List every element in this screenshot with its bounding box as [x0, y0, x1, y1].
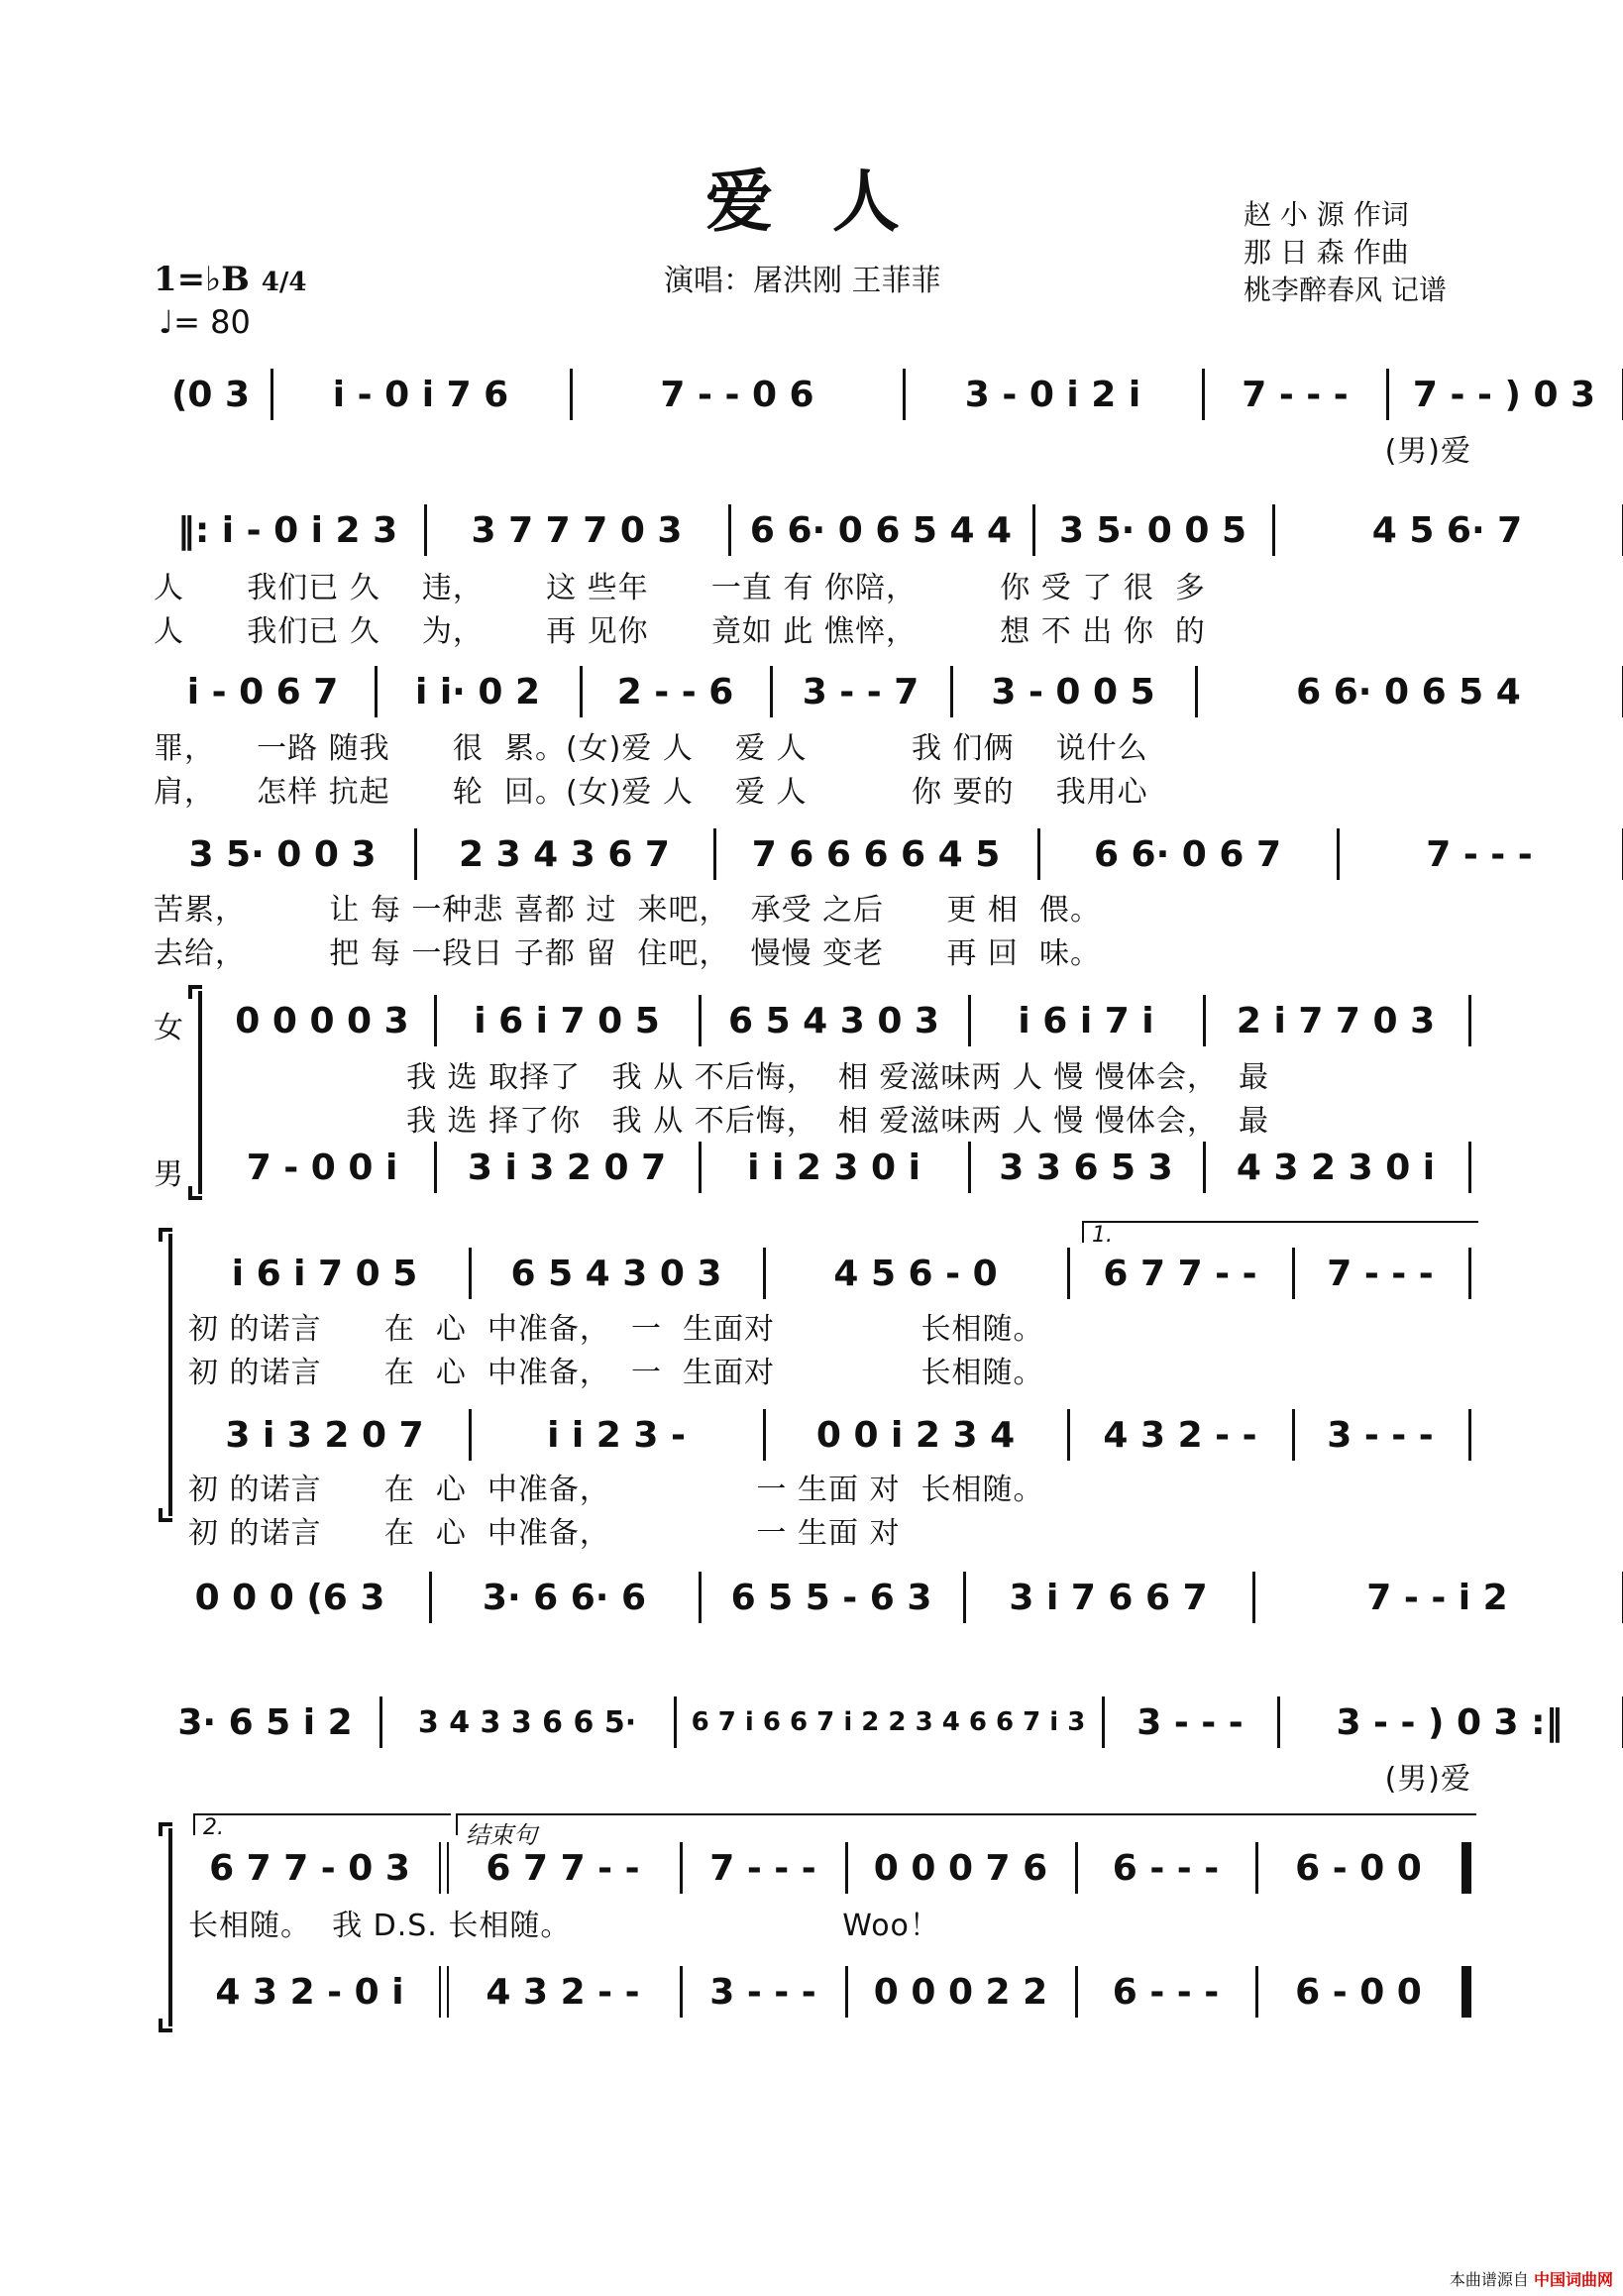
lyric-line: 初 的诺言 在 心 中准备， 一 生面对 长相随。: [188, 1356, 1044, 1390]
measure: i i 2 3 0 i: [747, 1147, 920, 1188]
lyric-line: 去给， 把 每 一段日 子都 留 住吧， 慢慢 变老 再 回 味。: [154, 936, 1101, 971]
voice-label-female: 女: [154, 1011, 183, 1045]
lyric-line: 苦累， 让 每 一种悲 喜都 过 来吧， 承受 之后 更 相 偎。: [154, 893, 1101, 928]
measure: i - 0 i 7 6: [332, 374, 509, 415]
measure: 3· 6 5 i 2: [177, 1701, 353, 1743]
measure: 6 5 5 - 6 3: [730, 1577, 932, 1618]
measure: 4 5 6· 7: [1371, 509, 1523, 551]
measure: 0 0 0 2 2: [873, 1971, 1048, 2013]
measure: 6 6· 0 6 7: [1093, 833, 1282, 875]
score-line: [154, 500, 1523, 560]
lyric-line: 肩， 怎样 抗起 轮 回。(女)爱 人 爱 人 你 要的 我用心: [154, 775, 1148, 810]
measure: 6 7 7 - 0 3: [209, 1847, 410, 1889]
lyric-line: 初 的诺言 在 心 中准备， 一 生面 对 长相随。: [188, 1473, 1044, 1507]
measure: ‖: i - 0 i 2 3: [176, 509, 398, 551]
measure: 4 5 6 - 0: [833, 1253, 998, 1294]
measure: i - 0 6 7: [186, 671, 339, 712]
score-line-female: [213, 991, 1471, 1050]
measure: 3 i 7 6 6 7: [1009, 1577, 1208, 1618]
measure: 3 - 0 0 5: [991, 671, 1155, 712]
measure: 3 3 6 5 3: [999, 1147, 1173, 1188]
measure: 7 - - ) 0 3: [1412, 374, 1596, 415]
score-line: [154, 824, 1533, 884]
measure: 6 - 0 0: [1295, 1847, 1422, 1889]
lyric-line: 罪， 一路 随我 很 累。(女)爱 人 爱 人 我 们俩 说什么: [154, 731, 1148, 766]
score-line: [154, 1693, 1564, 1752]
lyricist: 赵 小 源 作词: [1244, 198, 1409, 231]
score-line: [183, 1838, 1471, 1898]
measure: 6 - - -: [1112, 1847, 1220, 1889]
measure: 7 6 6 6 6 4 5: [751, 833, 1001, 875]
transcriber: 桃李醉春风 记谱: [1244, 273, 1447, 306]
score-line: [154, 365, 1596, 424]
credits-block: [1244, 196, 1447, 309]
score-line: [183, 1962, 1471, 2022]
measure: 4 3 2 - -: [486, 1971, 640, 2013]
measure: 6 5 4 3 0 3: [510, 1253, 722, 1294]
voice-label-male: 男: [154, 1157, 183, 1192]
measure: 6 7 7 - -: [1103, 1253, 1257, 1294]
composer: 那 日 森 作曲: [1244, 236, 1409, 269]
lyric-line: 人 我们已 久 违， 这 些年 一直 有 你陪， 你 受 了 很 多: [154, 571, 1206, 605]
tempo-mark: ♩= 80: [159, 303, 251, 341]
score-line-male: [213, 1138, 1471, 1197]
measure: 6 5 4 3 0 3: [728, 1000, 939, 1041]
measure: 6 6· 0 6 5 4 4: [749, 509, 1013, 551]
measure: i 6 i 7 0 5: [231, 1253, 418, 1294]
score-line: [154, 1568, 1508, 1627]
measure: 3 - - -: [1136, 1701, 1244, 1743]
lyric-line: 长相随。 我 D.S. 长相随。 Woo！: [188, 1909, 940, 1943]
system-brace: [198, 991, 202, 1194]
score-line: [183, 1244, 1471, 1303]
lyric-line: (男)爱: [1384, 434, 1471, 469]
measure: 7 - - -: [1327, 1253, 1434, 1294]
measure: 2 - - 6: [616, 671, 734, 712]
measure: 3 - 0 i 2 i: [964, 374, 1141, 415]
source-brand-link[interactable]: 中国词曲网: [1533, 2270, 1613, 2289]
measure: 0 0 0 (6 3: [194, 1577, 385, 1618]
key-time-signature: [154, 260, 306, 299]
measure: 0 0 0 0 3: [235, 1000, 409, 1041]
measure: 7 - - -: [1426, 833, 1533, 875]
measure: 3 - - ) 0 3 :‖: [1336, 1701, 1564, 1743]
measure: 3 - - -: [709, 1971, 816, 2013]
measure: i 6 i 7 0 5: [474, 1000, 660, 1041]
ending-bracket: 结束句: [456, 1813, 1476, 1835]
measure: 3 7 7 7 0 3: [471, 509, 683, 551]
lyric-line: (男)爱: [1384, 1762, 1471, 1797]
score-line: [183, 1405, 1471, 1465]
measure: 0 0 0 7 6: [873, 1847, 1048, 1889]
source-footer: [1450, 2267, 1613, 2290]
lyric-line: 我 选 择了你 我 从 不后悔， 相 爱滋味两 人 慢 慢体会， 最: [406, 1104, 1270, 1139]
measure: 3 i 3 2 0 7: [467, 1147, 667, 1188]
measure: 2 3 4 3 6 7: [459, 833, 670, 875]
lyric-line: 初 的诺言 在 心 中准备， 一 生面 对: [188, 1516, 901, 1551]
measure: 4 3 2 - -: [1103, 1414, 1257, 1456]
measure: 7 - - 0 6: [660, 374, 814, 415]
volta-bracket-2: 2.: [193, 1813, 451, 1835]
lyric-line: 初 的诺言 在 心 中准备， 一 生面对 长相随。: [188, 1312, 1044, 1347]
measure: (0 3: [170, 374, 251, 415]
measure: 4 3 2 3 0 i: [1236, 1147, 1436, 1188]
time-signature: 4/4: [261, 268, 307, 297]
song-title: 爱 人: [705, 163, 918, 242]
measure: i i 2 3 -: [547, 1414, 686, 1456]
measure: 3 - - 7: [802, 671, 920, 712]
score-line: [154, 662, 1521, 721]
measure: 3 - - -: [1327, 1414, 1434, 1456]
measure: 3 5· 0 0 5: [1058, 509, 1247, 551]
measure: 0 0 i 2 3 4: [815, 1414, 1016, 1456]
lyric-line: 人 我们已 久 为， 再 见你 竟如 此 憔悴， 想 不 出 你 的: [154, 614, 1206, 649]
measure: 6 7 i 6 6 7 i 2 2 3 4 6 6 7 i 3: [691, 1707, 1086, 1737]
measure: 6 - - -: [1112, 1971, 1220, 2013]
measure: i 6 i 7 i: [1018, 1000, 1154, 1041]
measure: 3 5· 0 0 3: [188, 833, 377, 875]
system-brace: [168, 1828, 172, 2026]
measure: 7 - 0 0 i: [246, 1147, 398, 1188]
measure: 2 i 7 7 0 3: [1236, 1000, 1436, 1041]
volta-bracket-1: 1.: [1082, 1221, 1478, 1243]
measure: 6 - 0 0: [1295, 1971, 1422, 2013]
measure: 7 - - -: [1242, 374, 1349, 415]
measure: 3 i 3 2 0 7: [225, 1414, 424, 1456]
key-signature: 1=♭B: [154, 260, 250, 299]
measure: 7 - - i 2: [1366, 1577, 1508, 1618]
measure: 6 7 7 - -: [486, 1847, 640, 1889]
measure: 7 - - -: [709, 1847, 816, 1889]
measure: 6 6· 0 6 5 4: [1296, 671, 1521, 712]
system-brace: [168, 1234, 172, 1516]
source-text: 本曲谱源自: [1449, 2270, 1529, 2289]
lyric-line: 我 选 取择了 我 从 不后悔， 相 爱滋味两 人 慢 慢体会， 最: [406, 1060, 1270, 1095]
measure: i i· 0 2: [414, 671, 541, 712]
measure: 4 3 2 - 0 i: [215, 1971, 404, 2013]
measure: 3· 6 6· 6: [482, 1577, 647, 1618]
singers: 演唱：屠洪刚 王菲菲: [664, 264, 941, 298]
measure: 3 4 3 3 6 6 5·: [417, 1704, 637, 1740]
